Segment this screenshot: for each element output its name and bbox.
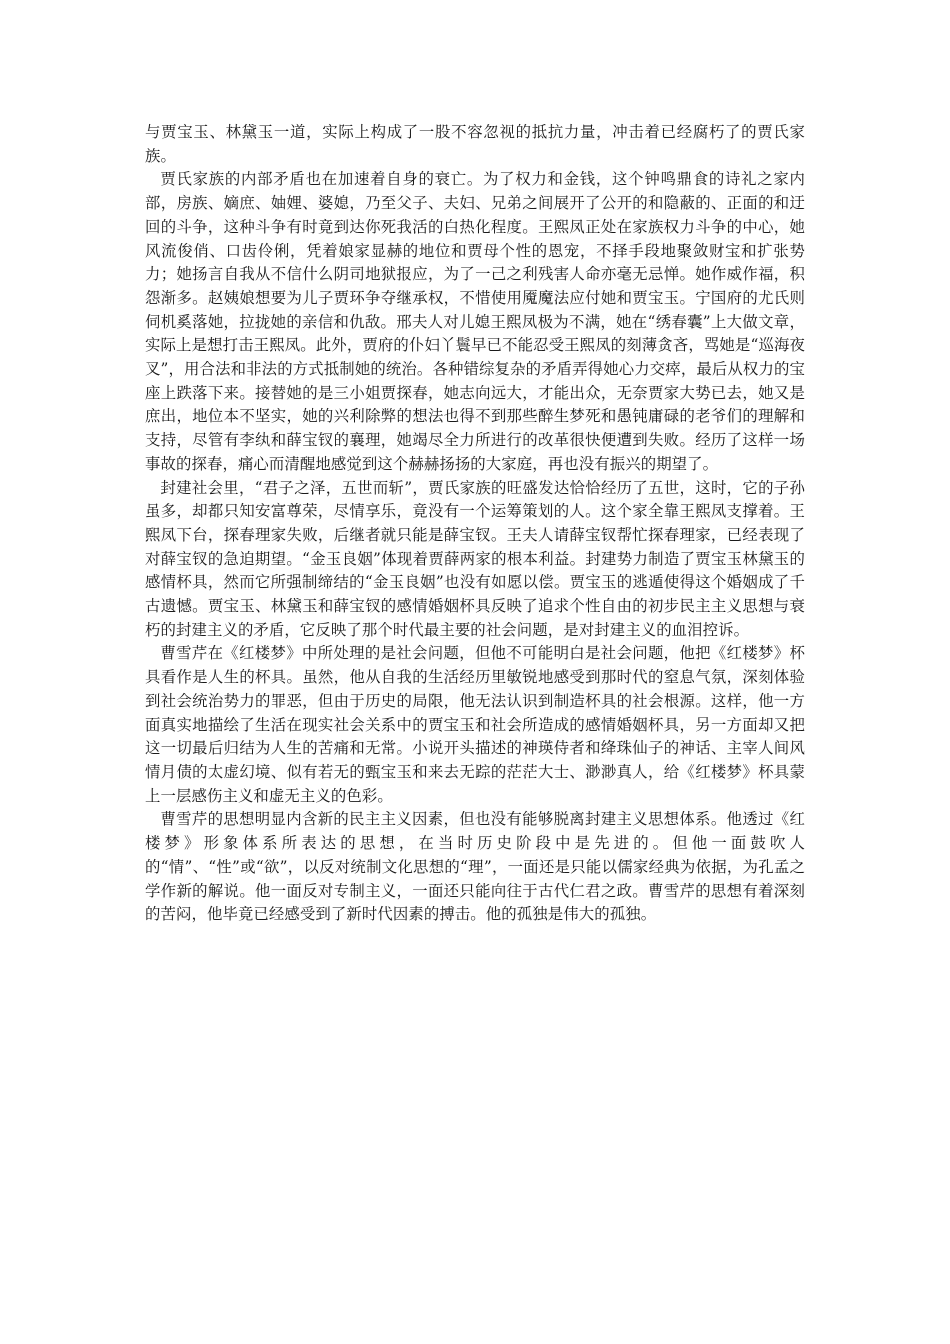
paragraph-2: 贾氏家族的内部矛盾也在加速着自身的衰亡。为了权力和金钱，这个钟鸣鼎食的诗礼之家内部，房族、嫡庶、妯娌、婆媳，乃至父子、夫妇、兄弟之间展开了公开的和隐蔽的、正面的和迂回的斗争，这种斗争有时竟到达你死我活的白热化程度。王熙凤正处在家族权力斗争的中心，她风流俊俏、口齿伶俐，凭着娘家显赫的地位和贾母个性的恩宠，不择手段地聚敛财宝和扩张势力；她扬言自我从不信什么阴司地狱报应，为了一己之利残害人命亦毫无忌惮。她作威作福，积怨渐多。赵姨娘想要为儿子贾环争夺继承权，不惜使用魇魔法应付她和贾宝玉。宁国府的尤氏则伺机奚落她，拉拢她的亲信和仇敌。邢夫人对儿媳王熙凤极为不满，她在“绣春囊”上大做文章，实际上是想打击王熙凤。此外，贾府的仆妇丫鬟早已不能忍受王熙凤的刻薄贪吝，骂她是“巡海夜叉”，用合法和非法的方式抵制她的统治。各种错综复杂的矛盾弄得她心力交瘁，最后从权力的宝座上跌落下来。接替她的是三小姐贾探春，她志向远大，才能出众，无奈贾家大势已去，她又是庶出，地位本不坚实，她的兴利除弊的想法也得不到那些醉生梦死和愚钝庸碌的老爷们的理解和支持，尽管有李纨和薛宝钗的襄理，她竭尽全力所进行的改革很快便遭到失败。经历了这样一场事故的探春，痛心而清醒地感觉到这个赫赫扬扬的大家庭，再也没有振兴的期望了。 xyxy=(145,170,805,473)
document-body xyxy=(145,121,805,927)
paragraph-4: 曹雪芹在《红楼梦》中所处理的是社会问题，但他不可能明白是社会问题，他把《红楼梦》杯具看作是人生的杯具。虽然，他从自我的生活经历里敏锐地感受到那时代的窒息气氛，深刻体验到社会统治势力的罪恶，但由于历史的局限，他无法认识到制造杯具的社会根源。这样，他一方面真实地描绘了生活在现实社会关系中的贾宝玉和社会所造成的感情婚姻杯具，另一方面却又把这一切最后归结为人生的苦痛和无常。小说开头描述的神瑛侍者和绛珠仙子的神话、主宰人间风情月债的太虚幻境、似有若无的甄宝玉和来去无踪的茫茫大士、渺渺真人，给《红楼梦》杯具蒙上一层感伤主义和虚无主义的色彩。 xyxy=(145,644,805,805)
paragraph-3: 封建社会里，“君子之泽，五世而斩”，贾氏家族的旺盛发达恰恰经历了五世，这时，它的子孙虽多，却都只知安富尊荣，尽情享乐，竟没有一个运筹策划的人。这个家全靠王熙凤支撑着。王熙凤下台，探春理家失败，后继者就只能是薛宝钗。王夫人请薛宝钗帮忙探春理家，已经表现了对薛宝钗的急迫期望。“金玉良姻”体现着贾薛两家的根本利益。封建势力制造了贾宝玉林黛玉的感情杯具，然而它所强制缔结的“金玉良姻”也没有如愿以偿。贾宝玉的逃遁使得这个婚姻成了千古遗憾。贾宝玉、林黛玉和薛宝钗的感情婚姻杯具反映了追求个性自由的初步民主主义思想与衰朽的封建主义的矛盾，它反映了那个时代最主要的社会问题，是对封建主义的血泪控诉。 xyxy=(145,478,805,639)
paragraph-5: 曹雪芹的思想明显内含新的民主主义因素，但也没有能够脱离封建主义思想体系。他透过《红楼梦》形象体系所表达的思想，在当时历史阶段中是先进的。但他一面鼓吹人的“情”、“性”或“欲”，以反对统制文化思想的“理”，一面还是只能以儒家经典为依据，为孔孟之学作新的解说。他一面反对专制主义，一面还只能向往于古代仁君之政。曹雪芹的思想有着深刻的苦闷，他毕竟已经感受到了新时代因素的搏击。他的孤独是伟大的孤独。 xyxy=(145,810,805,924)
paragraph-1: 与贾宝玉、林黛玉一道，实际上构成了一股不容忽视的抵抗力量，冲击着已经腐朽了的贾氏家族。 xyxy=(145,123,805,165)
